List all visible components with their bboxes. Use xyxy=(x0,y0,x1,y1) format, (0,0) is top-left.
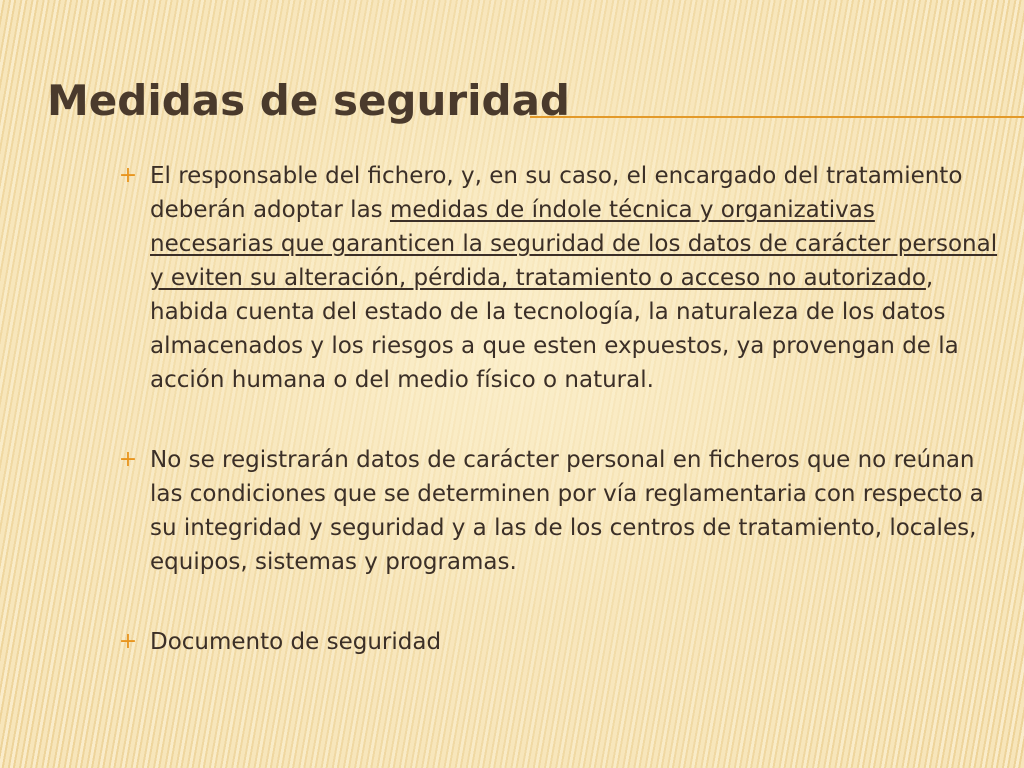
bullet-text: No se registrarán datos de carácter personal en ficheros que no reúnan las condiciones que se determinen por vía reglamentaria con respecto a su integridad y seguridad y a las de los centros de tratamiento, locales, equipos, sistemas y programas. xyxy=(150,447,984,575)
title-underline-rule xyxy=(530,116,1024,118)
bullet-item-documento xyxy=(110,625,1000,659)
bullet-text-lead: El responsable del fichero, y, en su caso, el encargado del tratamiento deberán adoptar las xyxy=(150,163,963,223)
bullet-item-registro xyxy=(110,443,1000,579)
bullet-text: Documento de seguridad xyxy=(150,629,442,655)
plus-bullet-icon: + xyxy=(118,447,138,472)
slide-title: Medidas de seguridad xyxy=(47,76,570,125)
bullet-list xyxy=(110,159,1000,659)
bullet-text-underlined: medidas de índole técnica y organizativas necesarias que garanticen la seguridad de los datos de carácter personal y eviten su alteración, pérdida, tratamiento o acceso no autorizado xyxy=(150,197,998,291)
plus-bullet-icon: + xyxy=(118,163,138,188)
plus-bullet-icon: + xyxy=(118,629,138,654)
bullet-text-trail: , habida cuenta del estado de la tecnología, la naturaleza de los datos almacenados y los riesgos a que esten expuestos, ya provengan de la acción humana o del medio físico o natural. xyxy=(150,265,959,393)
bullet-item-responsable xyxy=(110,159,1000,397)
